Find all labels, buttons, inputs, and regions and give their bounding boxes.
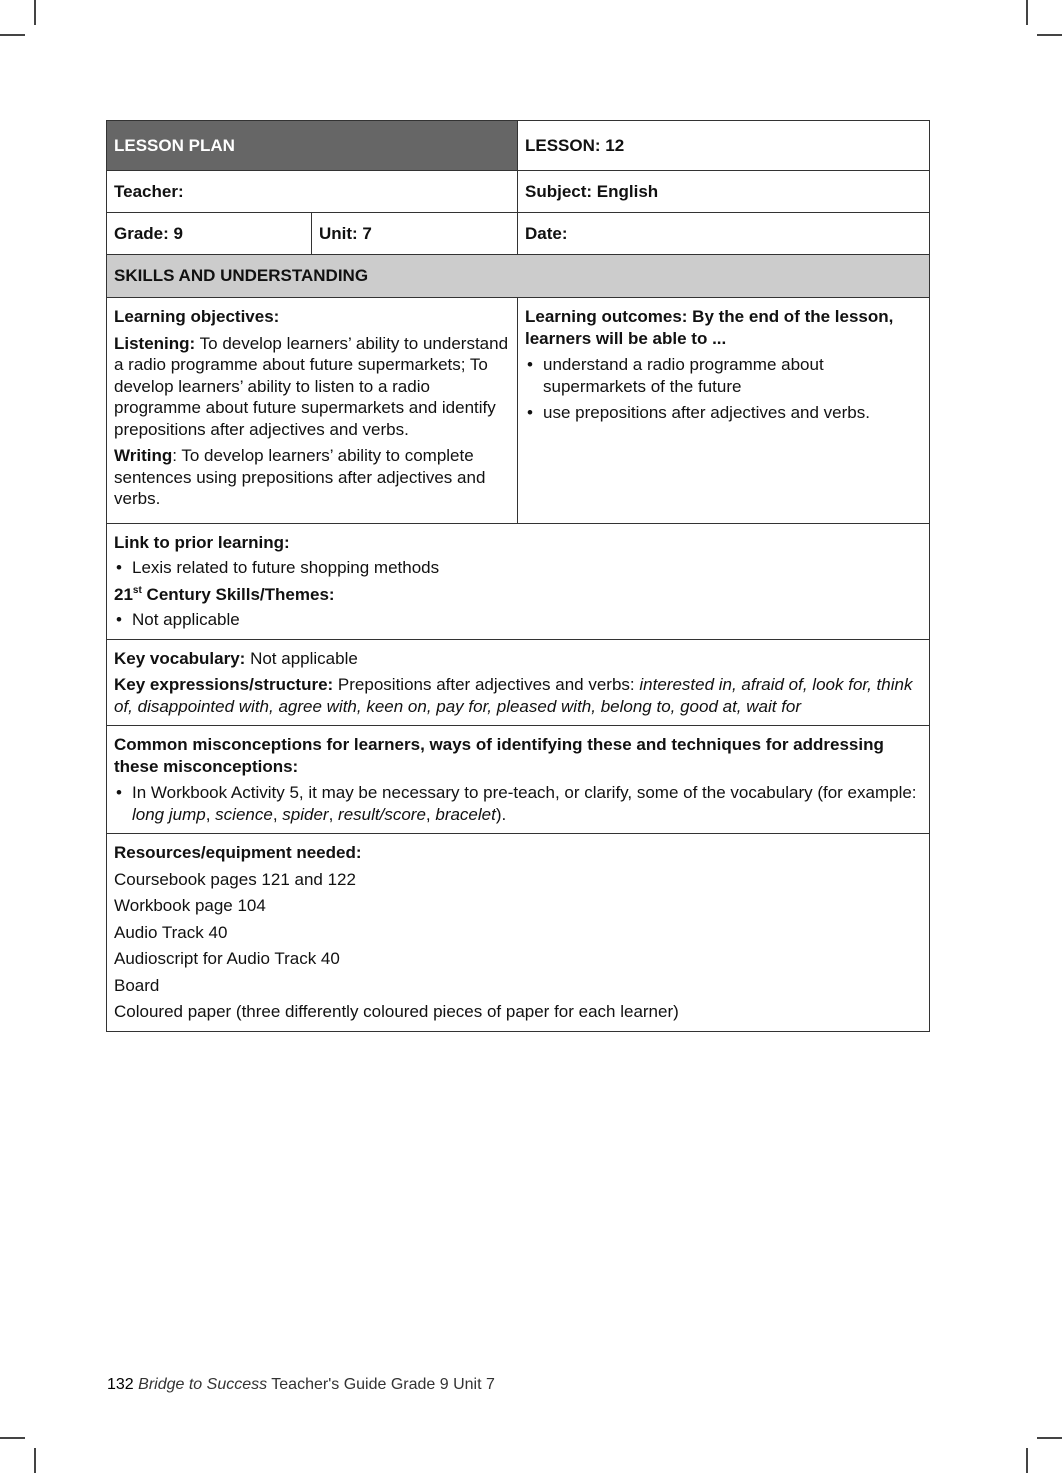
key-expressions-list: interested in, afraid of, look for, think of, disappointed with, agree with, keen on, pay for, pleased with, belong to, good at, wait for: [114, 675, 913, 716]
list-item: • understand a radio programme about supermarkets of the future: [525, 354, 922, 397]
grade-field: Grade: 9: [107, 213, 312, 255]
separator: ,: [272, 804, 283, 824]
prior-learning-list: [114, 557, 922, 579]
resource-item: Coursebook pages 121 and 122: [114, 869, 356, 889]
example-term: result/score: [338, 804, 426, 824]
prior-learning-heading: Link to prior learning:: [114, 532, 290, 552]
misconception-text: In Workbook Activity 5, it may be necessary to pre-teach, or clarify, some of the vocabulary (for example:: [132, 783, 917, 802]
skills-heading-number: 21: [114, 584, 133, 604]
prior-learning-cell: [107, 523, 930, 639]
learning-objectives-cell: [107, 298, 518, 524]
key-vocabulary: [114, 648, 922, 670]
misconception-end: ).: [495, 804, 507, 824]
listening-objective: [114, 333, 510, 441]
list-item: [114, 782, 922, 825]
example-term: spider: [282, 804, 329, 824]
lesson-number: LESSON: 12: [518, 121, 930, 171]
page-footer: [107, 1376, 495, 1394]
resource-item: Workbook page 104: [114, 896, 266, 915]
example-term: bracelet: [435, 804, 496, 824]
learning-outcomes-cell: [518, 298, 930, 524]
skills-section-heading: SKILLS AND UNDERSTANDING: [107, 255, 930, 298]
lesson-plan-title: LESSON PLAN: [107, 121, 518, 171]
listening-label: Listening:: [114, 333, 196, 353]
skills-themes-list: [114, 609, 922, 631]
writing-label: Writing: [114, 446, 173, 465]
key-expressions: [114, 674, 922, 717]
crop-mark: [1026, 0, 1028, 25]
misconceptions-cell: [107, 726, 930, 834]
resource-item: Audio Track 40: [114, 922, 228, 942]
outcomes-list: [525, 354, 922, 424]
example-term: science: [215, 804, 273, 824]
resources-heading: Resources/equipment needed:: [114, 843, 362, 862]
example-term: long jump: [132, 804, 206, 824]
crop-mark: [34, 1448, 36, 1473]
skills-themes-heading: [114, 584, 922, 606]
crop-mark: [1037, 1437, 1062, 1439]
separator: ,: [205, 804, 216, 824]
resources-cell: [107, 834, 930, 1032]
key-vocabulary-text: Not applicable: [245, 648, 358, 668]
unit-field: Unit: 7: [312, 213, 518, 255]
resource-item: Audioscript for Audio Track 40: [114, 949, 340, 968]
list-item: • use prepositions after adjectives and verbs.: [525, 402, 922, 424]
vocabulary-cell: [107, 639, 930, 726]
subject-field: Subject: English: [518, 171, 930, 213]
objectives-heading: Learning objectives:: [114, 307, 280, 326]
crop-mark: [1037, 34, 1062, 36]
outcomes-heading: Learning outcomes: By the end of the lesson, learners will be able to ...: [525, 307, 894, 348]
footer-text: Teacher's Guide Grade 9 Unit 7: [267, 1376, 495, 1393]
writing-objective: [114, 445, 510, 510]
crop-mark: [0, 1437, 25, 1439]
skills-heading-sup: st: [132, 584, 142, 596]
crop-mark: [0, 34, 25, 36]
crop-mark: [1026, 1448, 1028, 1473]
book-title: Bridge to Success: [138, 1376, 268, 1393]
key-expressions-label: Key expressions/structure:: [114, 675, 334, 694]
key-vocabulary-label: Key vocabulary:: [114, 648, 246, 668]
skills-heading-text: Century Skills/Themes:: [141, 584, 335, 604]
lesson-plan-table: [106, 120, 930, 1032]
list-item: • Not applicable: [114, 609, 922, 631]
teacher-field: Teacher:: [107, 171, 518, 213]
crop-mark: [34, 0, 36, 25]
separator: ,: [425, 804, 436, 824]
separator: ,: [328, 804, 339, 824]
resource-item: Coloured paper (three differently coloured pieces of paper for each learner): [114, 1002, 679, 1021]
list-item: • Lexis related to future shopping methods: [114, 557, 922, 579]
misconceptions-list: [114, 782, 922, 825]
listening-text: To develop learners’ ability to understand a radio programme about future supermarkets; To develop learners’ ability to listen to a radio programme about future supermarkets and identify prepositions after adjectives and verbs.: [114, 333, 509, 439]
key-expressions-text: Prepositions after adjectives and verbs:: [333, 675, 640, 694]
page-number: 132: [107, 1376, 134, 1393]
date-field: Date:: [518, 213, 930, 255]
misconceptions-heading: Common misconceptions for learners, ways of identifying these and techniques for addressing these misconceptions:: [114, 735, 884, 776]
resource-item: Board: [114, 975, 160, 995]
writing-text: : To develop learners’ ability to complete sentences using prepositions after adjectives and verbs.: [114, 446, 486, 508]
